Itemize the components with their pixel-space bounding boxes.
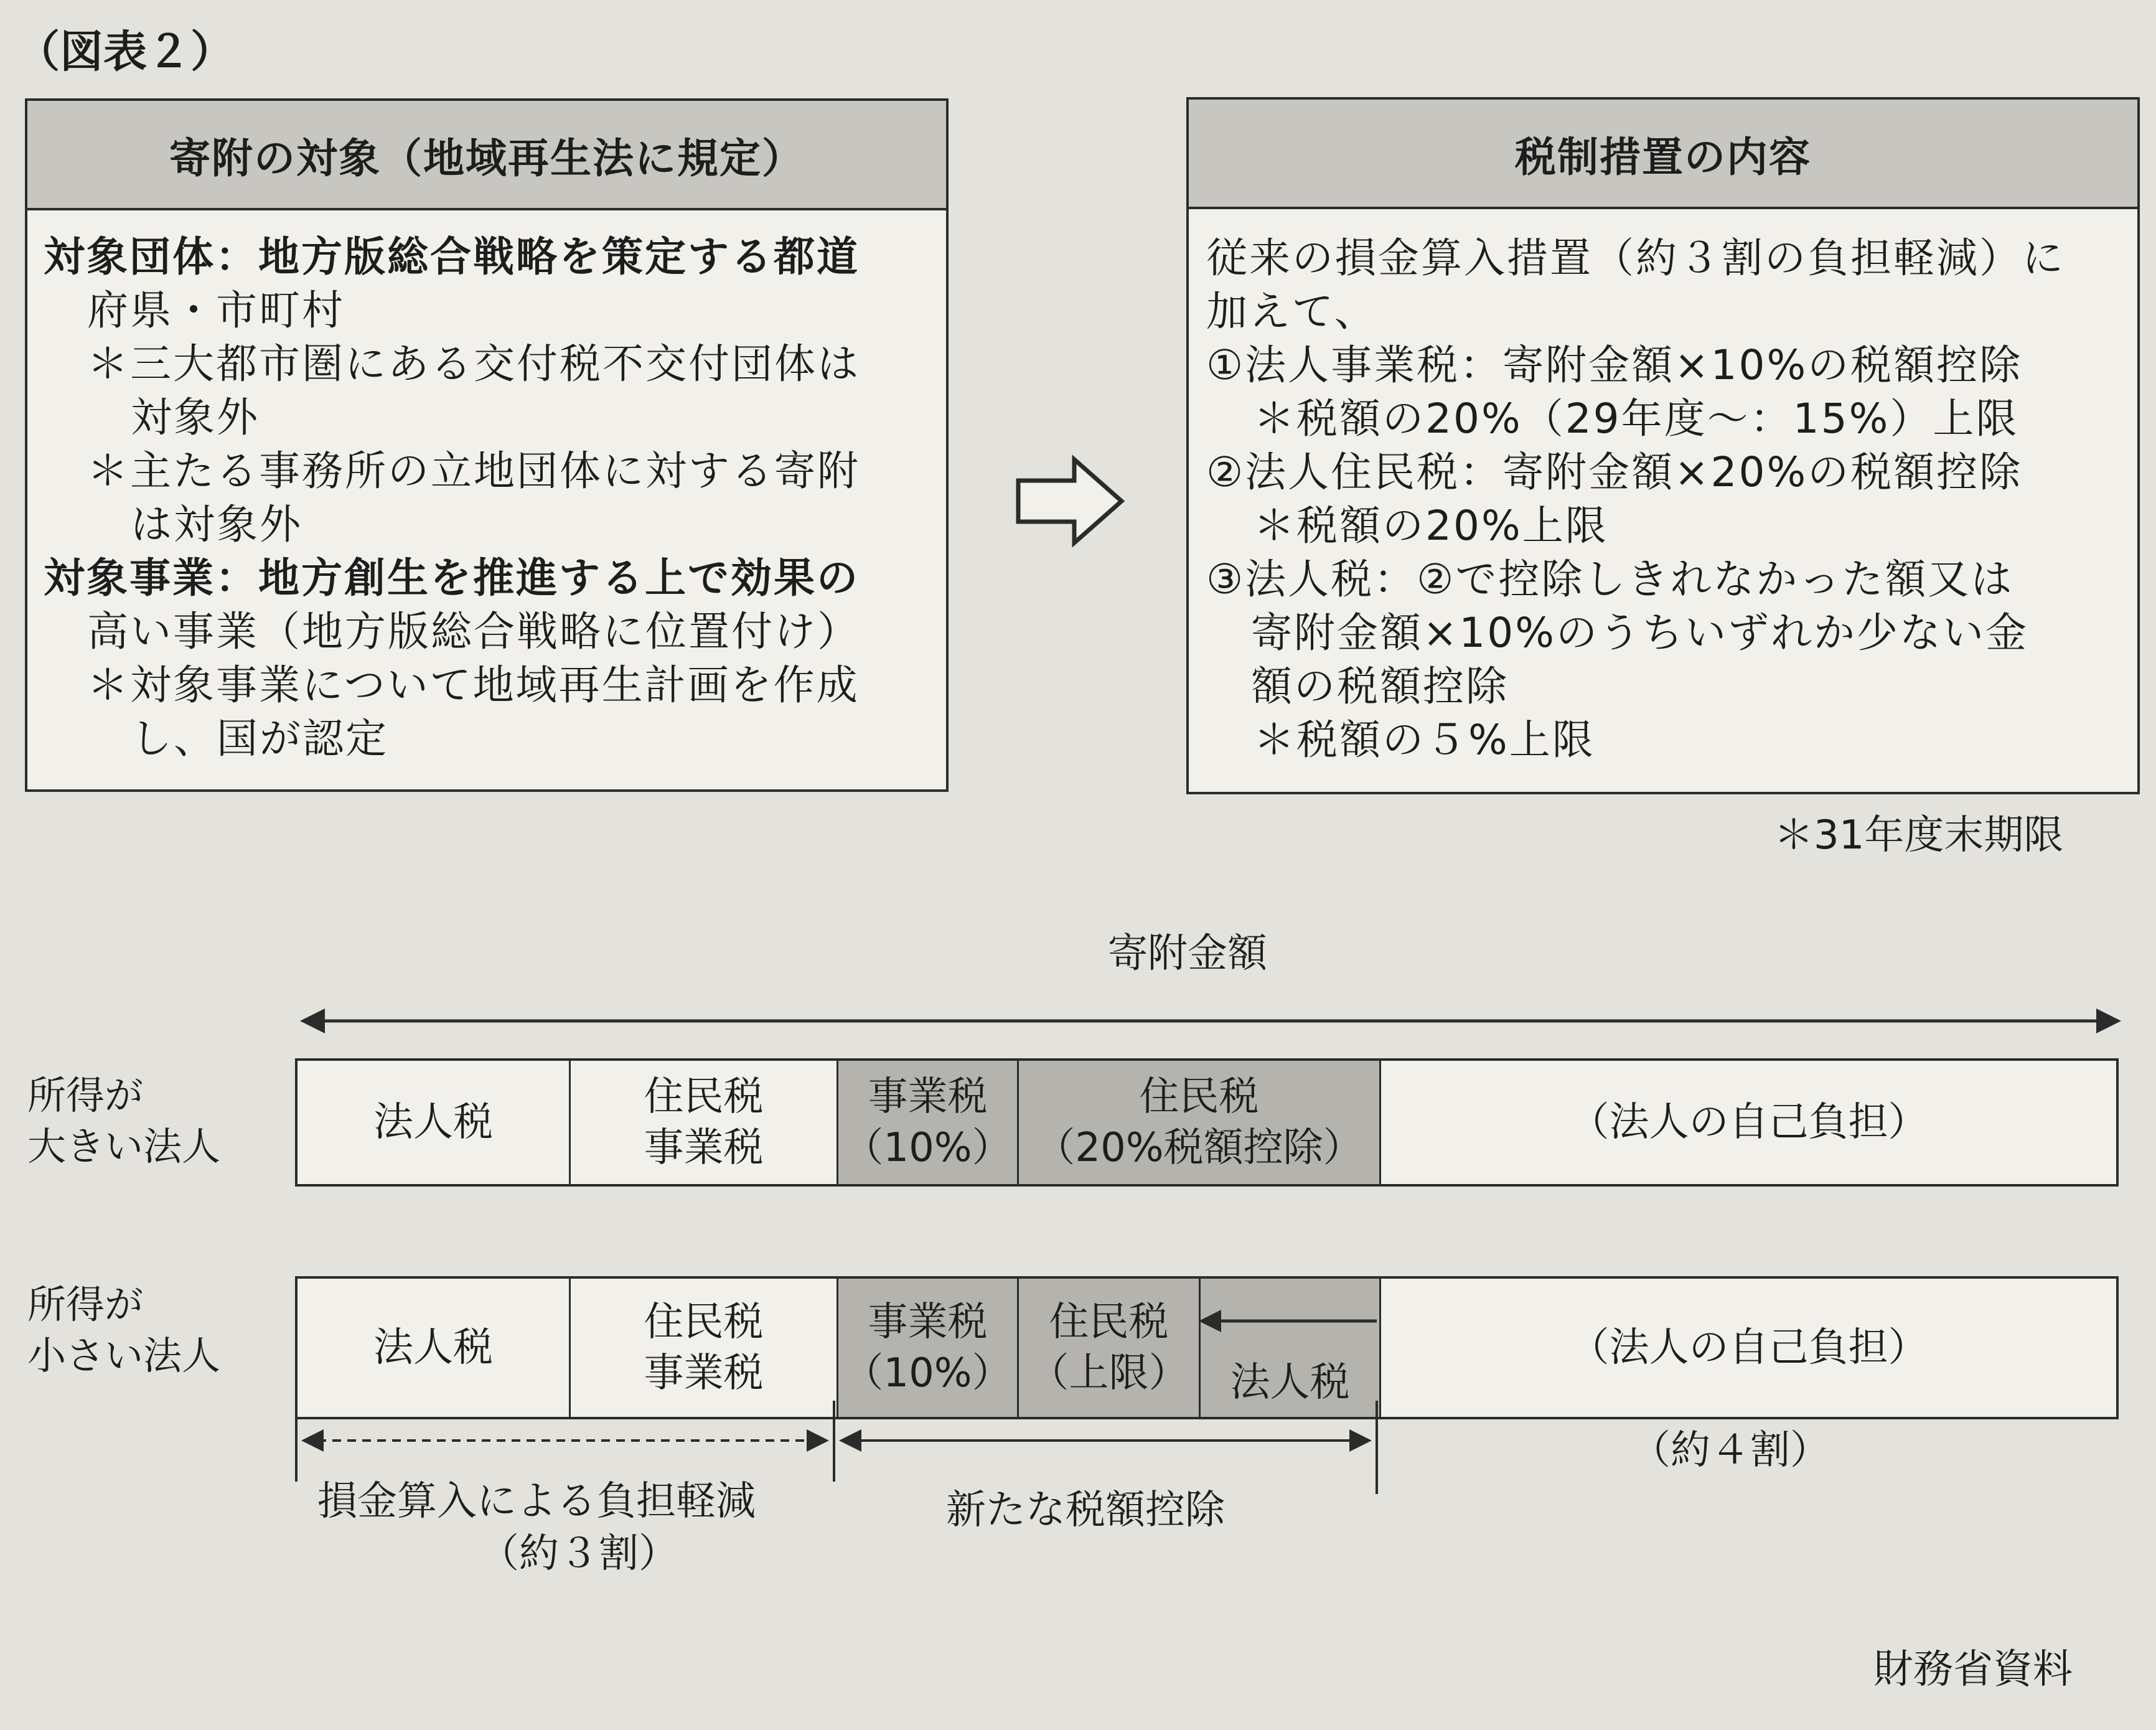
row2-corporate-tax: 法人税	[373, 1325, 493, 1371]
row2-label-2: 小さい法人	[27, 1333, 221, 1378]
tax-measure-title: 税制措置の内容	[1189, 100, 2137, 209]
loss-deduction-label: 損金算入による負担軽減	[317, 1478, 756, 1525]
source-label: 財務省資料	[1873, 1647, 2073, 1693]
row1-resident-tax-credit: 住民税 （20%税額控除）	[1017, 1061, 1379, 1184]
row1-label-1: 所得が	[27, 1073, 144, 1118]
shift-left-arrow	[1196, 1302, 1377, 1340]
row2-corporate-tax-credit: 法人税	[1199, 1279, 1379, 1417]
row1-resident-business-tax: 住民税 事業税	[569, 1061, 837, 1184]
self-burden-share: （約４割）	[1631, 1427, 1830, 1474]
right-line-9: 額の税額控除	[1251, 662, 1509, 710]
left-line-2: 府県・市町村	[87, 286, 345, 334]
tax-measure-box	[1186, 97, 2140, 794]
right-line-5: ②法人住民税：寄附金額×20%の税額控除	[1206, 448, 2023, 496]
left-line-8: 高い事業（地方版総合戦略に位置付け）	[87, 608, 860, 656]
right-line-3: ①法人事業税：寄附金額×10%の税額控除	[1206, 341, 2023, 389]
right-line-1: 従来の損金算入措置（約３割の負担軽減）に	[1206, 234, 2065, 282]
right-line-10: ＊税額の５%上限	[1254, 716, 1595, 764]
row2-bar	[295, 1276, 2119, 1419]
new-tax-credit-label: 新たな税額控除	[946, 1487, 1225, 1533]
donation-target-box	[25, 98, 949, 792]
row1-corporate-tax: 法人税	[373, 1099, 493, 1145]
loss-deduction-share: （約３割）	[479, 1531, 678, 1577]
right-line-7: ③法人税：②で控除しきれなかった額又は	[1206, 555, 2014, 603]
right-line-2: 加えて、	[1206, 288, 1377, 336]
right-line-6: ＊税額の20%上限	[1254, 502, 1608, 550]
deadline-note: ＊31年度末期限	[1774, 812, 2064, 858]
row1-label-2: 大きい法人	[27, 1124, 221, 1169]
row2-self-burden: （法人の自己負担）	[1379, 1279, 2116, 1417]
right-arrow-icon	[1015, 454, 1127, 548]
left-line-9: ＊対象事業について地域再生計画を作成	[87, 661, 860, 709]
left-line-3: ＊三大都市圏にある交付税不交付団体は	[87, 340, 860, 388]
row1-business-tax-credit: 事業税 （10%）	[837, 1061, 1017, 1184]
donation-span-arrow	[299, 1002, 2122, 1040]
left-line-7: 対象事業：地方創生を推進する上で効果の	[44, 554, 860, 602]
left-line-5: ＊主たる事務所の立地団体に対する寄附	[87, 447, 860, 495]
left-line-4: 対象外	[131, 393, 260, 441]
left-line-1: 対象団体：地方版総合戦略を策定する都道	[44, 233, 860, 281]
donation-target-title: 寄附の対象（地域再生法に規定）	[27, 101, 946, 210]
right-line-4: ＊税額の20%（29年度～：15%）上限	[1254, 395, 2019, 443]
left-line-6: は対象外	[131, 501, 302, 548]
row2-business-tax-credit: 事業税 （10%）	[837, 1279, 1017, 1417]
donation-amount-label: 寄附金額	[1108, 931, 1267, 977]
row2-resident-tax-cap: 住民税 （上限）	[1017, 1279, 1199, 1417]
row1-self-burden: （法人の自己負担）	[1379, 1061, 2116, 1184]
row1-bar	[295, 1058, 2119, 1187]
figure-label: （図表２）	[16, 26, 234, 77]
row2-label-1: 所得が	[27, 1282, 144, 1327]
left-line-10: し、国が認定	[131, 715, 388, 763]
row2-resident-business-tax: 住民税 事業税	[569, 1279, 837, 1417]
right-line-8: 寄附金額×10%のうちいずれか少ない金	[1251, 609, 2028, 657]
